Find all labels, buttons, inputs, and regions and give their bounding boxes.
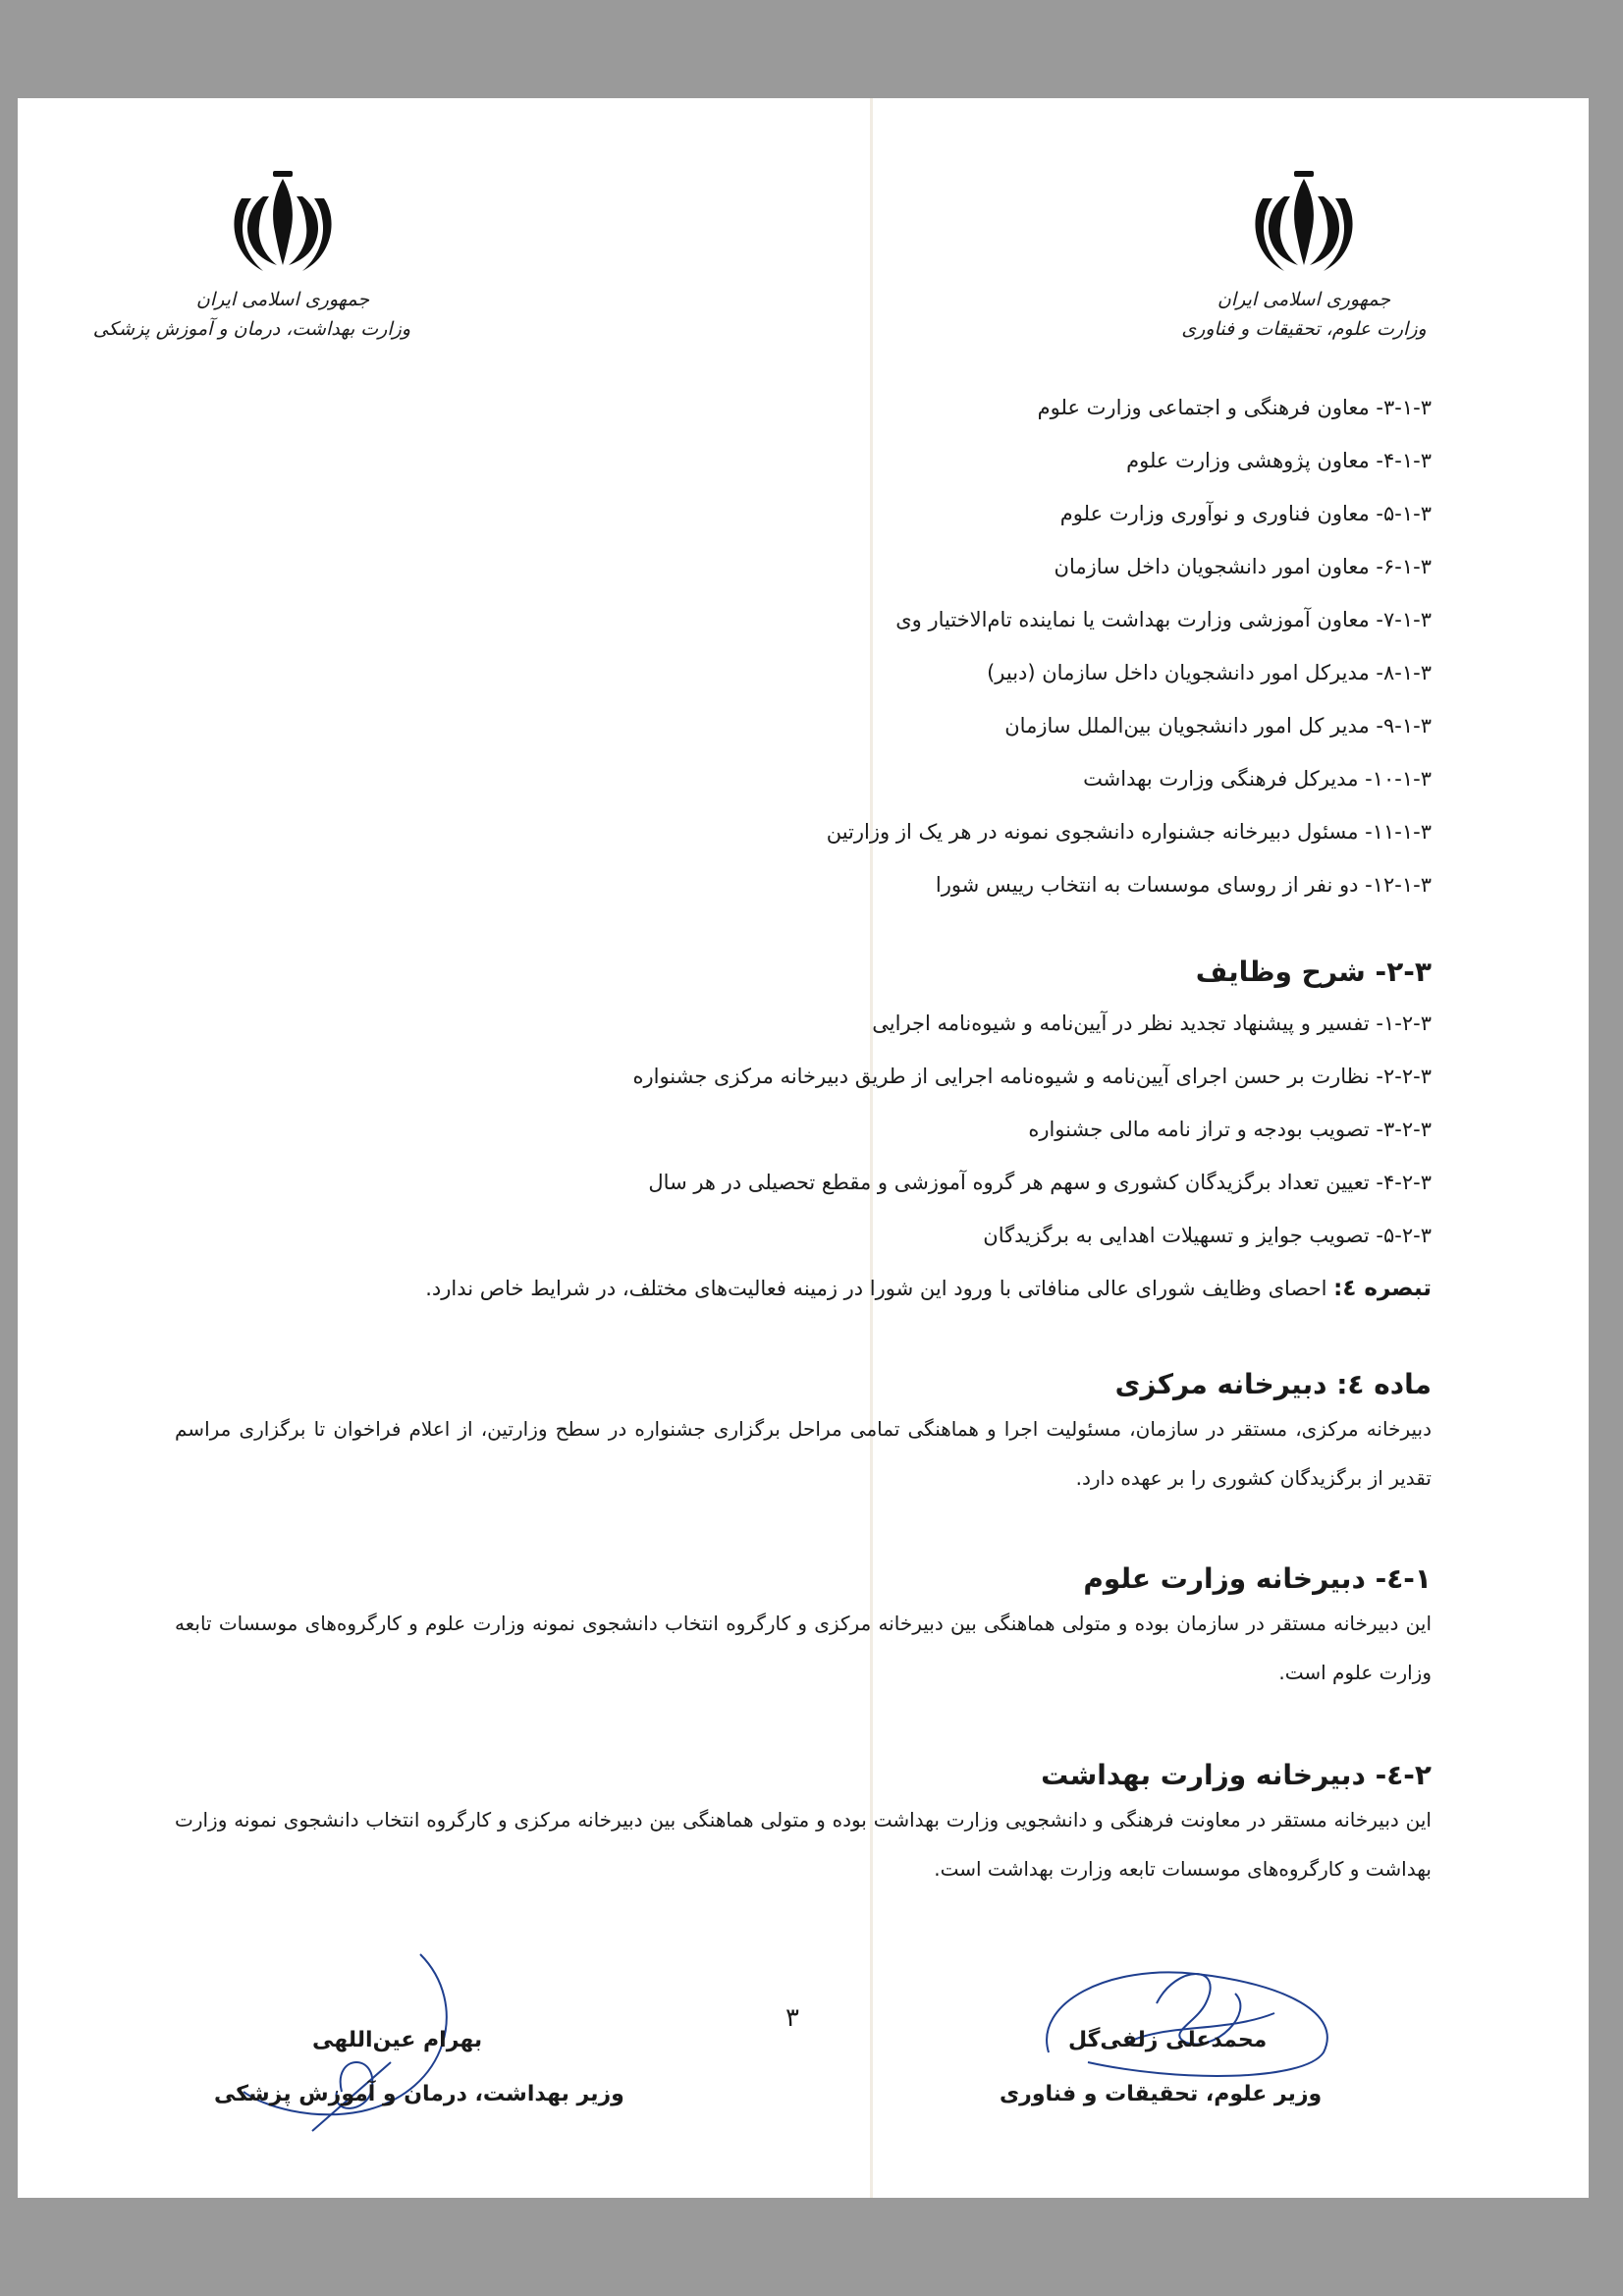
section-heading: ماده ٤: دبیرخانه مرکزی [1114, 1368, 1432, 1400]
document-page [18, 98, 1589, 2198]
list-item: ۱۱-۱-۳- مسئول دبیرخانه جشنواره دانشجوی نمونه در هر یک از وزارتین [826, 820, 1432, 844]
duties-section [175, 953, 1432, 1308]
section-4-1 [175, 1559, 1432, 1697]
article-4-section [175, 1365, 1432, 1503]
section-heading: ۲-۳- شرح وظایف [1195, 956, 1432, 988]
right-signer-title: وزیر علوم، تحقیقات و فناوری [1000, 2082, 1323, 2106]
list-item: ۹-۱-۳- مدیر کل امور دانشجویان بین‌الملل سازمان [1004, 714, 1432, 738]
ministry-of-science-emblem [1176, 167, 1432, 344]
list-item: ۳-۲-۳- تصویب بودجه و تراز نامه مالی جشنواره [1028, 1118, 1432, 1141]
list-item: ۴-۱-۳- معاون پژوهشی وزارت علوم [1126, 449, 1432, 472]
list-item: ۴-۲-۳- تعیین تعداد برگزیدگان کشوری و سهم هر گروه آموزشی و مقطع تحصیلی در هر سال [648, 1171, 1432, 1194]
list-item: ۱-۲-۳- تفسیر و پیشنهاد تجدید نظر در آیین‌نامه و شیوه‌نامه اجرایی [872, 1011, 1432, 1035]
note-paragraph [175, 1269, 1432, 1308]
page-number: ۳ [785, 2003, 799, 2033]
iran-emblem-icon [224, 167, 342, 285]
section-4-2 [175, 1756, 1432, 1893]
iran-emblem-icon [1245, 167, 1363, 285]
section-heading: ١-٤- دبیرخانه وزارت علوم [1083, 1562, 1432, 1595]
left-signer-title: وزیر بهداشت، درمان و آموزش پزشکی [214, 2082, 624, 2106]
paragraph: این دبیرخانه مستقر در معاونت فرهنگی و دانشجویی وزارت بهداشت بوده و متولی هماهنگی بین دبیرخانه مرکزی و کارگروه انتخاب دانشجوی نمونه وزارت بهداشت و کارگروه‌های موسسات تابعه وزارت بهداشت است. [175, 1808, 1432, 1881]
note-text: احصای وظایف شورای عالی منافاتی با ورود این شورا در زمینه فعالیت‌های مختلف، در شرایط خاص ندارد. [425, 1277, 1327, 1300]
list-item: ۵-۱-۳- معاون فناوری و نوآوری وزارت علوم [1059, 502, 1432, 525]
section-heading: ٢-٤- دبیرخانه وزارت بهداشت [1041, 1759, 1432, 1791]
paragraph: این دبیرخانه مستقر در سازمان بوده و متولی هماهنگی بین دبیرخانه مرکزی و کارگروه انتخاب دانشجوی نمونه وزارت علوم و کارگروه‌های موسسات تابعه وزارت علوم است. [175, 1612, 1432, 1684]
emblem-line-country: جمهوری اسلامی ایران [1217, 289, 1391, 310]
list-item: ۳-۱-۳- معاون فرهنگی و اجتماعی وزارت علوم [1037, 396, 1432, 419]
list-item: ۱۲-۱-۳- دو نفر از روسای موسسات به انتخاب رییس شورا [935, 873, 1432, 897]
list-item: ۲-۲-۳- نظارت بر حسن اجرای آیین‌نامه و شیوه‌نامه اجرایی از طریق دبیرخانه مرکزی جشنواره [632, 1065, 1432, 1088]
right-signer-name: محمدعلی زلفی‌گل [1068, 2028, 1268, 2052]
emblem-line-country: جمهوری اسلامی ایران [195, 289, 370, 310]
list-item: ۵-۲-۳- تصویب جوایز و تسهیلات اهدایی به برگزیدگان [983, 1224, 1432, 1247]
ministry-of-health-emblem [92, 167, 410, 344]
emblem-line-ministry: وزارت علوم، تحقیقات و فناوری [1181, 318, 1427, 340]
note-label: تبصره ٤: [1333, 1276, 1432, 1301]
list-item: ۱۰-۱-۳- مدیرکل فرهنگی وزارت بهداشت [1083, 767, 1432, 791]
emblem-line-ministry: وزارت بهداشت، درمان و آموزش پزشکی [92, 318, 410, 340]
list-item: ۶-۱-۳- معاون امور دانشجویان داخل سازمان [1054, 555, 1432, 578]
right-signature-icon [1029, 1944, 1353, 2092]
list-item: ۷-۱-۳- معاون آموزشی وزارت بهداشت یا نماینده تام‌الاختیار وی [895, 608, 1432, 631]
left-signer-name: بهرام عین‌اللهی [312, 2028, 483, 2052]
paragraph: دبیرخانه مرکزی، مستقر در سازمان، مسئولیت اجرا و هماهنگی تمامی مراحل برگزاری جشنواره در سطح وزارتین، از اعلام فراخوان تا برگزاری مراسم تقدیر از برگزیدگان کشوری را بر عهده دارد. [175, 1417, 1432, 1490]
list-item: ۸-۱-۳- مدیرکل امور دانشجویان داخل سازمان (دبیر) [987, 661, 1432, 684]
council-members-list [175, 388, 1432, 918]
